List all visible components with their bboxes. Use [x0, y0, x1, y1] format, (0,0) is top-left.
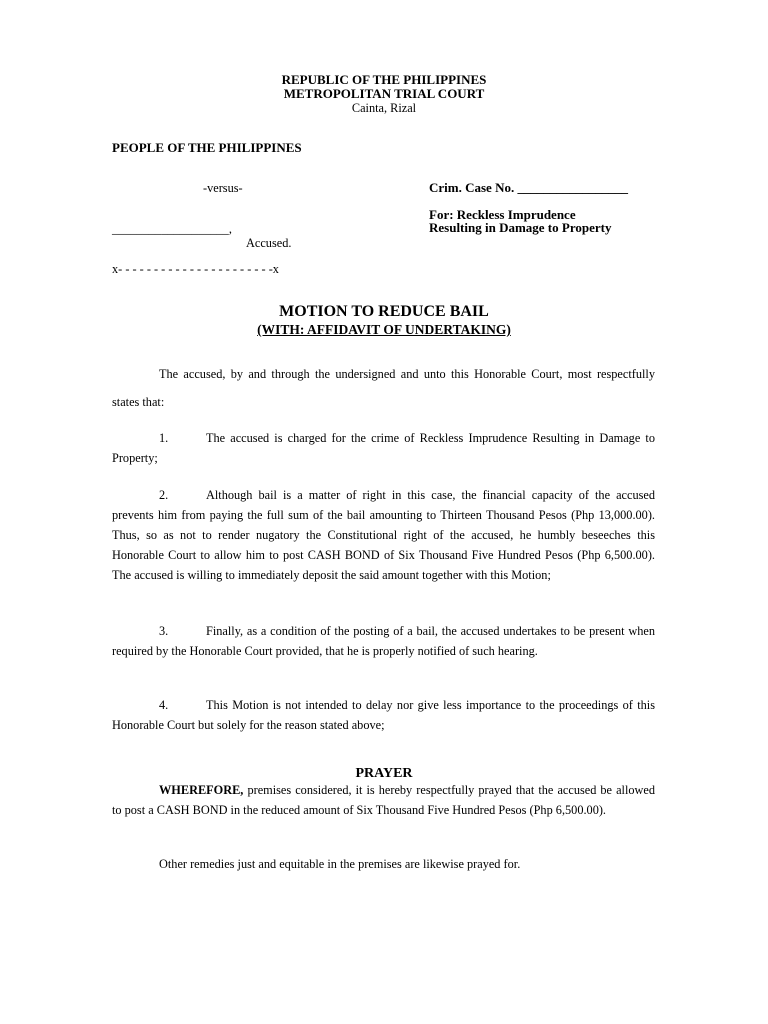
other-remedies: Other remedies just and equitable in the premises are likewise prayed for. — [159, 857, 521, 871]
plaintiff-name: PEOPLE OF THE PHILIPPINES — [112, 140, 302, 155]
header-location: Cainta, Rizal — [351, 101, 417, 115]
paragraph-3 — [112, 621, 655, 661]
case-nature-line2: Resulting in Damage to Property — [429, 220, 612, 235]
paragraph-1-text: The accused is charged for the crime of Reckless Imprudence Resulting in Damage to Property; — [112, 431, 655, 465]
paragraph-3-text: Finally, as a condition of the posting of a bail, the accused undertakes to be present when required by the Honorable Court provided, that he is properly notified of such hearing. — [112, 624, 655, 658]
document-subtitle: (WITH: AFFIDAVIT OF UNDERTAKING) — [257, 322, 511, 337]
paragraph-3-number: 3. — [159, 624, 169, 638]
versus-label: -versus- — [203, 181, 243, 195]
paragraph-4 — [112, 695, 655, 735]
prayer-text: premises considered, it is hereby respectfully prayed that the accused be allowed to post a CASH BOND in the reduced amount of Six Thousand Five Hundred Pesos (Php 6,500.00). — [112, 783, 655, 817]
paragraph-2-text: Although bail is a matter of right in this case, the financial capacity of the accused prevents him from paying the full sum of the bail amounting to Thirteen Thousand Pesos (Php 13,000.00). Thus, so as not to render nugatory the Constitutional right of the accused, he humbly beseeches this Honorable Court to allow him to post CASH BOND of Six Thousand Five Hundred Pesos (Php 6,500.00). The accused is willing to immediately deposit the said amount together with this Motion; — [112, 488, 655, 582]
accused-label: Accused. — [246, 236, 292, 250]
case-nature-line1: For: Reckless Imprudence — [429, 207, 576, 222]
accused-name-blank: ___________________, — [112, 222, 232, 236]
prayer-lead: WHEREFORE, — [159, 783, 244, 797]
prayer-paragraph — [112, 780, 655, 820]
case-number: Crim. Case No. _________________ — [429, 180, 628, 195]
paragraph-4-number: 4. — [159, 698, 169, 712]
paragraph-4-text: This Motion is not intended to delay nor give less importance to the proceedings of this Honorable Court but solely for the reason stated above; — [112, 698, 655, 732]
prayer-heading: PRAYER — [355, 766, 413, 781]
document-title: MOTION TO REDUCE BAIL — [279, 303, 489, 320]
header-republic: REPUBLIC OF THE PHILIPPINES — [281, 72, 487, 87]
intro-paragraph: The accused, by and through the undersigned and unto this Honorable Court, most respectfully states that: — [112, 367, 655, 409]
paragraph-2-number: 2. — [159, 488, 169, 502]
paragraph-1-number: 1. — [159, 431, 169, 445]
paragraph-1 — [112, 428, 655, 468]
paragraph-2 — [112, 485, 655, 585]
header-court: METROPOLITAN TRIAL COURT — [283, 86, 485, 101]
caption-divider: x- - - - - - - - - - - - - - - - - - - - - -x — [112, 262, 279, 276]
